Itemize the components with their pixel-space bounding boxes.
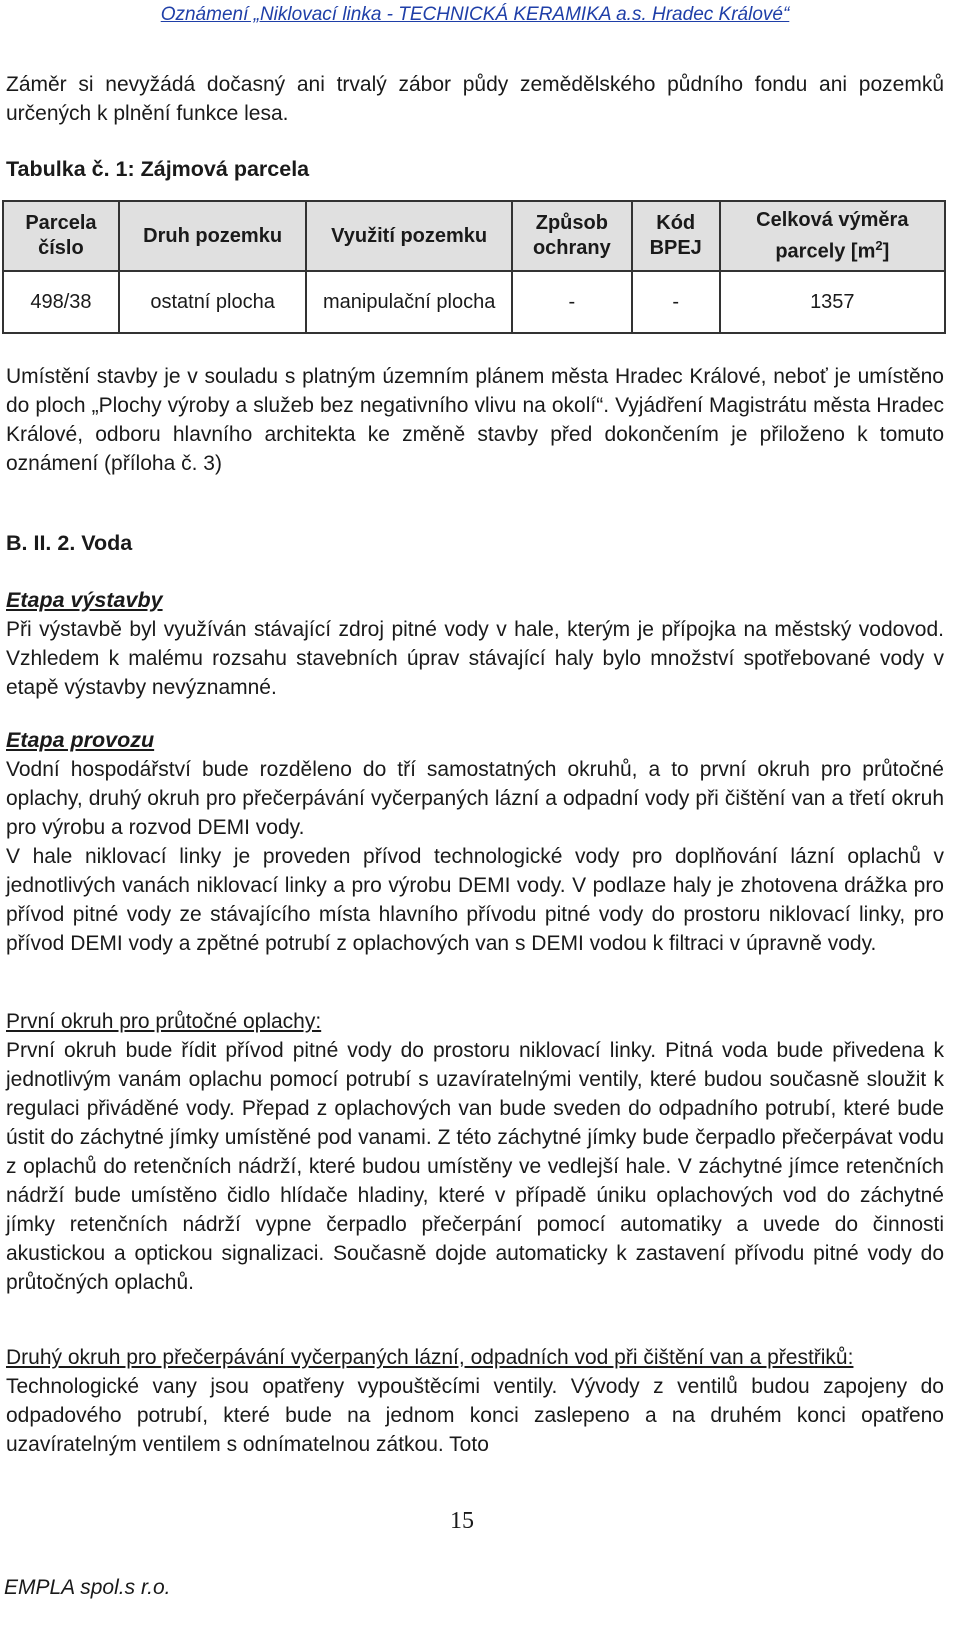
table-caption: Tabulka č. 1: Zájmová parcela [6,157,310,181]
intro-paragraph: Záměr si nevyžádá dočasný ani trvalý zábor půdy zemědělského půdního fondu ani pozemků určených k plnění funkce lesa. [6,73,944,125]
circuit1-title: První okruh pro průtočné oplachy: [6,1010,322,1033]
page-number: 15 [450,1508,474,1534]
section-title: B. II. 2. Voda [6,531,133,555]
cell-land-use: manipulační plocha [306,271,512,333]
col-header-total-area: Celková výměra parcely $[m^2]$ [720,201,945,271]
cell-parcel-number: 498/38 [3,271,119,333]
circuit1-block [6,1007,944,1297]
col-header-land-use: Využití pozemku [306,201,512,271]
construction-title: Etapa výstavby [6,588,163,612]
cell-total-area: 1357 [720,271,945,333]
construction-block [6,586,944,702]
operation-block [6,726,944,958]
circuit2-title: Druhý okruh pro přečerpávání vyčerpaných lázní, odpadních vod při čištění van a přestřiků: [6,1346,854,1369]
cell-land-type: ostatní plocha [119,271,307,333]
col-header-parcel-number: Parcela číslo [3,201,119,271]
operation-title: Etapa provozu [6,728,155,752]
circuit2-block [6,1343,944,1459]
col-header-protection: Způsob ochrany [512,201,632,271]
location-paragraph: Umístění stavby je v souladu s platným územním plánem města Hradec Králové, neboť je umístěno do ploch „Plochy výroby a služeb bez negativního vlivu na okolí“. Vyjádření Magistrátu města Hradec Králové, odboru hlavního architekta ke změně stavby před dokončením je přiloženo k tomuto oznámení (příloha č. 3) [6,365,944,475]
footer-company: EMPLA spol.s r.o. [4,1576,171,1599]
parcel-table [2,200,946,334]
cell-bpej-code: - [632,271,720,333]
circuit1-text: První okruh bude řídit přívod pitné vody do prostoru niklovací linky. Pitná voda bude přivedena k jednotlivým vanám oplachu pomocí potrubí s uzavíratelnými ventily, které budou současně sloužit k regulaci přiváděné vody. Přepad z oplachových van bude sveden do odpadního potrubí, které bude ústit do záchytné jímky umístěné pod vanami. Z této záchytné jímky bude čerpadlo přečerpávat vodu z oplachů do retenčních nádrží, které budou umístěny ve vedlejší hale. V záchytné jímce retenčních nádrží bude umístěno čidlo hlídače hladiny, které v případě úniku oplachových vod do záchytné jímky retenčních nádrží vypne čerpadlo přečerpání pomocí automatiky a uvede do činnosti akustickou a optickou signalizaci. Současně dojde automaticky k zastavení přívodu pitné vody do průtočných oplachů. [6,1039,944,1294]
operation-text-2: V hale niklovací linky je proveden přívod technologické vody pro doplňování lázní oplachů v jednotlivých vanách niklovací linky a pro výrobu DEMI vody. V podlaze haly je zhotovena drážka pro přívod pitné vody ze stávajícího místa hlavního přívodu pitné vody do prostoru niklovací linky, pro přívod DEMI vody a zpětné potrubí z oplachových van s DEMI vodou k filtraci v úpravně vody. [6,845,944,955]
parcel-table-wrapper [2,200,940,334]
construction-text: Při výstavbě byl využíván stávající zdroj pitné vody v hale, kterým je přípojka na městský vodovod. Vzhledem k malému rozsahu stavebních úprav stávající haly bylo množství spotřebované vody v etapě výstavby nevýznamné. [6,618,944,699]
operation-text-1: Vodní hospodářství bude rozděleno do tří samostatných okruhů, a to první okruh pro průtočné oplachy, druhý okruh pro přečerpávání vyčerpaných lázní a odpadní vody při čištění van a třetí okruh pro výrobu a rozvod DEMI vody. [6,758,944,839]
table-row [3,271,945,333]
cell-protection: - [512,271,632,333]
col-header-bpej-code: Kód BPEJ [632,201,720,271]
circuit2-text: Technologické vany jsou opatřeny vypouštěcími ventily. Vývody z ventilů budou zapojeny do odpadového potrubí, které bude na jednom konci zaslepeno a na druhém konci opatřeno uzavíratelným ventilem s odnímatelnou zátkou. Toto [6,1375,944,1456]
col-header-land-type: Druh pozemku [119,201,307,271]
table-header-row [3,201,945,271]
running-header: Oznámení „Niklovací linka - TECHNICKÁ KERAMIKA a.s. Hradec Králové“ [160,4,790,25]
